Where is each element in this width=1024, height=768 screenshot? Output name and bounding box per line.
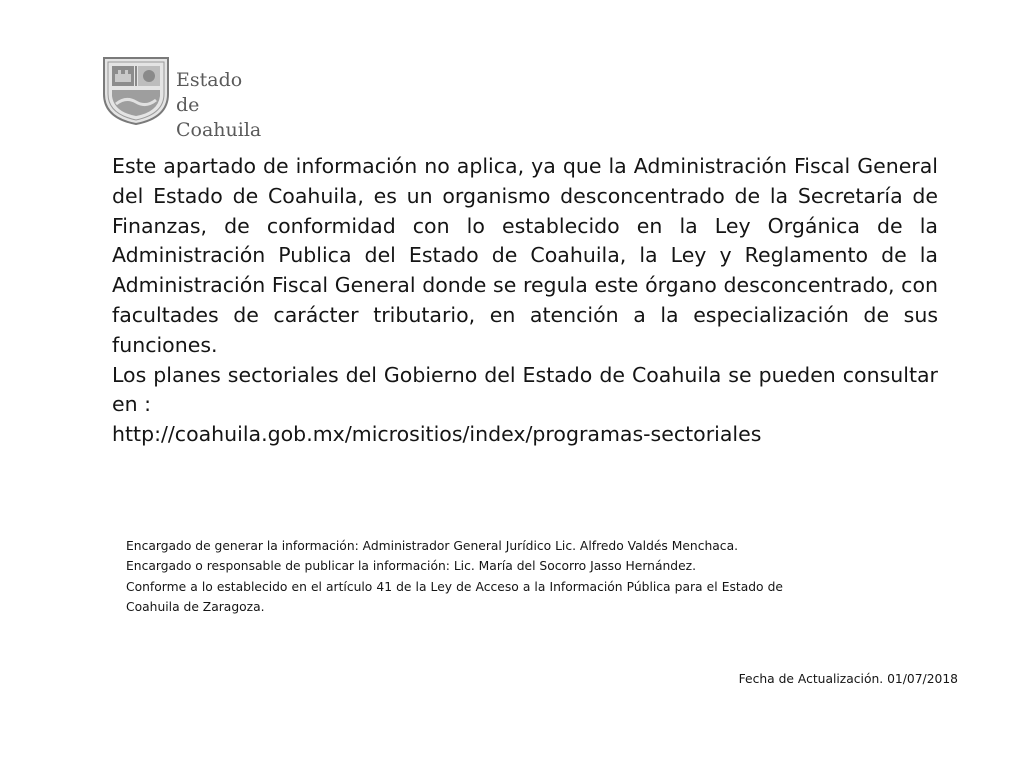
note-generator: Encargado de generar la información: Administrador General Jurídico Lic. Alfredo Valdés Menchaca. <box>126 539 739 553</box>
logo-line-1: Estado <box>176 69 243 91</box>
sectoral-plans-link[interactable]: http://coahuila.gob.mx/micrositios/index/programas-sectoriales <box>112 422 762 447</box>
responsible-notes <box>126 536 783 617</box>
logo-line-2: de Coahuila <box>176 94 262 141</box>
logo-text <box>176 68 290 143</box>
update-date: Fecha de Actualización. 01/07/2018 <box>738 672 958 686</box>
main-content <box>112 152 938 450</box>
note-legal-basis: Conforme a lo establecido en el artículo 41 de la Ley de Acceso a la Información Pública para el Estado de Coahuila de Zaragoza. <box>126 579 783 614</box>
sectoral-plans-paragraph: Los planes sectoriales del Gobierno del Estado de Coahuila se pueden consultar en : <box>112 362 938 417</box>
note-publisher: Encargado o responsable de publicar la información: Lic. María del Socorro Jasso Hernández. <box>126 559 697 574</box>
coat-of-arms-icon <box>100 54 172 126</box>
info-paragraph: Este apartado de información no aplica, ya que la Administración Fiscal General del Estado de Coahuila, es un organismo desconcentrado de la Secretaría de Finanzas, de conformidad con lo establecido en la Ley Orgánica de la Administración Publica del Estado de Coahuila, la Ley y Reglamento de la Administración Fiscal General donde se regula este órgano desconcentrado, con facultades de carácter tributario, en atención a la especialización de sus funciones. <box>112 154 938 357</box>
state-logo <box>100 54 290 141</box>
